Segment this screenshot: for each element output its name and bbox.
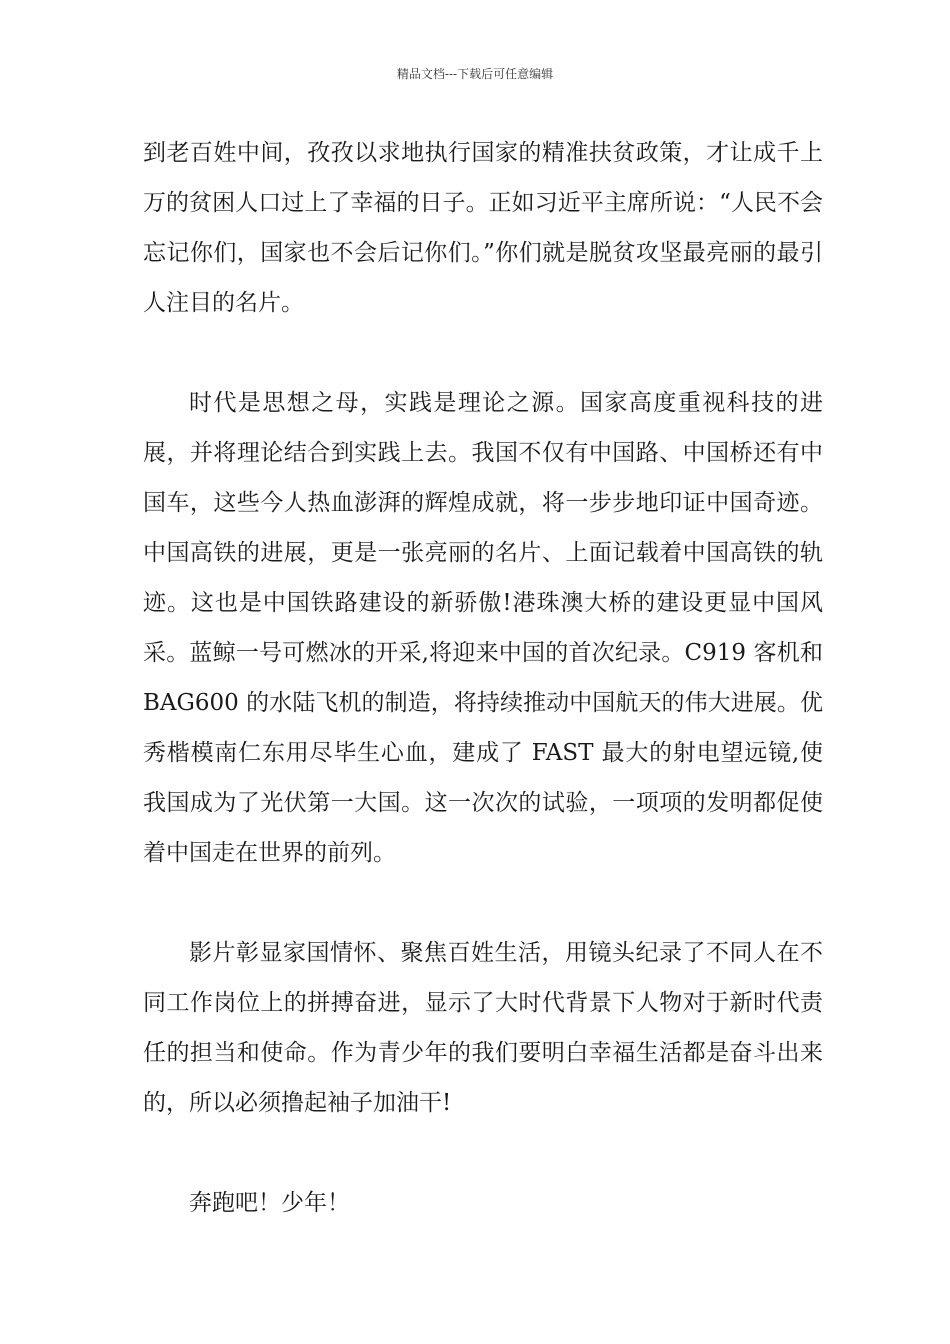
paragraph-poverty-alleviation: 到老百姓中间，孜孜以求地执行国家的精准扶贫政策，才让成千上万的贫困人口过上了幸福的日子。正如习近平主席所说：“人民不会忘记你们，国家也不会后记你们。”你们就是脱贫攻坚最亮丽的最引人注目的名片。 xyxy=(143,140,823,316)
paragraph-film-reflection: 影片彰显家国情怀、聚焦百姓生活，用镜头纪录了不同人在不同工作岗位上的拼搏奋进，显示了大时代背景下人物对于新时代责任的担当和使命。作为青少年的我们要明白幸福生活都是奋斗出来的，所以必须撸起袖子加油干! xyxy=(143,940,823,1116)
paragraph-spacer xyxy=(143,328,823,378)
paragraph-technology-progress: 时代是思想之母，实践是理论之源。国家高度重视科技的进展，并将理论结合到实践上去。我国不仅有中国路、中国桥还有中国车，这些今人热血澎湃的辉煌成就，将一步步地印证中国奇迹。中国高铁的进展，更是一张亮丽的名片、上面记载着中国高铁的轨迹。这也是中国铁路建设的新骄傲!港珠澳大桥的建设更显中国风采。蓝鲸一号可燃冰的开采,将迎来中国的首次纪录。C919 客机和 BAG600 的水陆飞机的制造，将持续推动中国航天的伟大进展。优秀楷模南仁东用尽毕生心血，建成了 FAST 最大的射电望远镜,使我国成为了光伏第一大国。这一次次的试验，一项项的发明都促使着中国走在世界的前列。 xyxy=(143,390,823,866)
paragraph-closing-slogan: 奔跑吧！少年！ xyxy=(189,1190,350,1216)
document-body xyxy=(143,128,823,1228)
paragraph-spacer xyxy=(143,878,823,928)
page-header-watermark: 精品文档---下载后可任意编辑 xyxy=(396,67,554,81)
paragraph-spacer xyxy=(143,1128,823,1178)
